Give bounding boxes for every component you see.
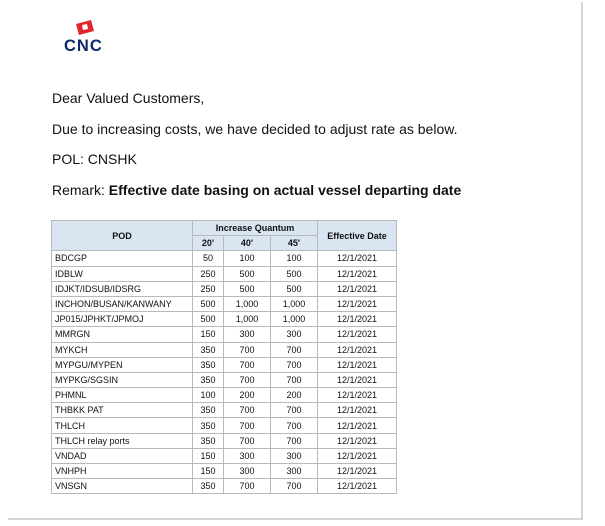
header-increase-quantum: Increase Quantum (193, 221, 318, 236)
remark-text: Effective date basing on actual vessel departing date (108, 182, 462, 198)
pod-cell: INCHON/BUSAN/KANWANY (52, 296, 193, 311)
pod-cell: THLCH relay ports (52, 433, 193, 448)
rate-45ft-cell: 300 (271, 464, 318, 479)
table-row (52, 342, 397, 357)
rate-20ft-cell: 350 (193, 372, 224, 387)
effective-date-cell: 12/1/2021 (318, 251, 397, 266)
rate-40ft-cell: 200 (224, 388, 271, 403)
rate-40ft-cell: 300 (224, 327, 271, 342)
pod-cell: JP015/JPHKT/JPMOJ (52, 312, 193, 327)
rate-40ft-cell: 1,000 (224, 296, 271, 311)
rate-20ft-cell: 350 (193, 403, 224, 418)
pod-cell: MMRGN (52, 327, 193, 342)
rate-45ft-cell: 100 (271, 251, 318, 266)
rate-40ft-cell: 700 (224, 418, 271, 433)
remark-line (52, 180, 461, 200)
table-row (52, 418, 397, 433)
effective-date-cell: 12/1/2021 (318, 266, 397, 281)
rate-40ft-cell: 300 (224, 464, 271, 479)
effective-date-cell: 12/1/2021 (318, 357, 397, 372)
pod-cell: MYPKG/SGSIN (52, 372, 193, 387)
pol-line: POL: CNSHK (52, 151, 137, 167)
effective-date-cell: 12/1/2021 (318, 464, 397, 479)
pod-cell: MYPGU/MYPEN (52, 357, 193, 372)
effective-date-cell: 12/1/2021 (318, 418, 397, 433)
effective-date-cell: 12/1/2021 (318, 281, 397, 296)
rate-20ft-cell: 350 (193, 418, 224, 433)
table-row (52, 327, 397, 342)
header-40ft: 40' (224, 236, 271, 251)
effective-date-cell: 12/1/2021 (318, 342, 397, 357)
pod-cell: VNHPH (52, 464, 193, 479)
effective-date-cell: 12/1/2021 (318, 296, 397, 311)
pod-cell: IDJKT/IDSUB/IDSRG (52, 281, 193, 296)
effective-date-cell: 12/1/2021 (318, 479, 397, 494)
header-20ft: 20' (193, 236, 224, 251)
rate-40ft-cell: 500 (224, 281, 271, 296)
table-row (52, 312, 397, 327)
rate-40ft-cell: 700 (224, 342, 271, 357)
rate-20ft-cell: 100 (193, 388, 224, 403)
header-45ft: 45' (271, 236, 318, 251)
rate-45ft-cell: 700 (271, 342, 318, 357)
effective-date-cell: 12/1/2021 (318, 403, 397, 418)
table-row (52, 479, 397, 494)
rate-45ft-cell: 700 (271, 479, 318, 494)
pod-cell: THBKK PAT (52, 403, 193, 418)
pod-cell: VNDAD (52, 448, 193, 463)
table-row (52, 403, 397, 418)
effective-date-cell: 12/1/2021 (318, 312, 397, 327)
pod-cell: BDCGP (52, 251, 193, 266)
rate-40ft-cell: 700 (224, 403, 271, 418)
header-effective-date: Effective Date (318, 221, 397, 251)
rate-20ft-cell: 500 (193, 296, 224, 311)
pod-cell: MYKCH (52, 342, 193, 357)
rate-20ft-cell: 350 (193, 342, 224, 357)
rate-20ft-cell: 50 (193, 251, 224, 266)
rate-40ft-cell: 700 (224, 433, 271, 448)
rate-40ft-cell: 700 (224, 479, 271, 494)
rate-45ft-cell: 1,000 (271, 296, 318, 311)
rate-20ft-cell: 150 (193, 327, 224, 342)
effective-date-cell: 12/1/2021 (318, 372, 397, 387)
rate-45ft-cell: 300 (271, 327, 318, 342)
table-row (52, 281, 397, 296)
rate-40ft-cell: 700 (224, 357, 271, 372)
rate-table (51, 220, 397, 494)
rate-40ft-cell: 700 (224, 372, 271, 387)
table-row (52, 266, 397, 281)
table-row (52, 433, 397, 448)
table-row (52, 464, 397, 479)
rate-20ft-cell: 250 (193, 266, 224, 281)
rate-table-body (52, 251, 397, 494)
logo-text: CNC (64, 37, 103, 55)
rate-40ft-cell: 300 (224, 448, 271, 463)
rate-40ft-cell: 100 (224, 251, 271, 266)
effective-date-cell: 12/1/2021 (318, 327, 397, 342)
intro-sentence: Due to increasing costs, we have decided to adjust rate as below. (52, 121, 458, 137)
rate-45ft-cell: 500 (271, 281, 318, 296)
rate-45ft-cell: 700 (271, 372, 318, 387)
greeting: Dear Valued Customers, (52, 90, 205, 106)
rate-20ft-cell: 350 (193, 357, 224, 372)
rate-20ft-cell: 350 (193, 433, 224, 448)
table-row (52, 251, 397, 266)
table-row (52, 372, 397, 387)
rate-20ft-cell: 150 (193, 464, 224, 479)
effective-date-cell: 12/1/2021 (318, 433, 397, 448)
pod-cell: IDBLW (52, 266, 193, 281)
remark-label: Remark: (52, 182, 105, 198)
effective-date-cell: 12/1/2021 (318, 388, 397, 403)
header-pod: POD (52, 221, 193, 251)
rate-20ft-cell: 250 (193, 281, 224, 296)
pod-cell: VNSGN (52, 479, 193, 494)
company-logo (64, 20, 120, 56)
table-row (52, 388, 397, 403)
table-row (52, 296, 397, 311)
rate-20ft-cell: 350 (193, 479, 224, 494)
effective-date-cell: 12/1/2021 (318, 448, 397, 463)
rate-45ft-cell: 700 (271, 433, 318, 448)
rate-45ft-cell: 700 (271, 418, 318, 433)
rate-45ft-cell: 1,000 (271, 312, 318, 327)
rate-20ft-cell: 150 (193, 448, 224, 463)
pod-cell: THLCH (52, 418, 193, 433)
rate-45ft-cell: 700 (271, 357, 318, 372)
logo-mark-icon (76, 20, 94, 36)
rate-45ft-cell: 500 (271, 266, 318, 281)
rate-40ft-cell: 1,000 (224, 312, 271, 327)
rate-45ft-cell: 300 (271, 448, 318, 463)
table-row (52, 448, 397, 463)
rate-40ft-cell: 500 (224, 266, 271, 281)
pod-cell: PHMNL (52, 388, 193, 403)
rate-45ft-cell: 700 (271, 403, 318, 418)
rate-20ft-cell: 500 (193, 312, 224, 327)
table-row (52, 357, 397, 372)
rate-45ft-cell: 200 (271, 388, 318, 403)
